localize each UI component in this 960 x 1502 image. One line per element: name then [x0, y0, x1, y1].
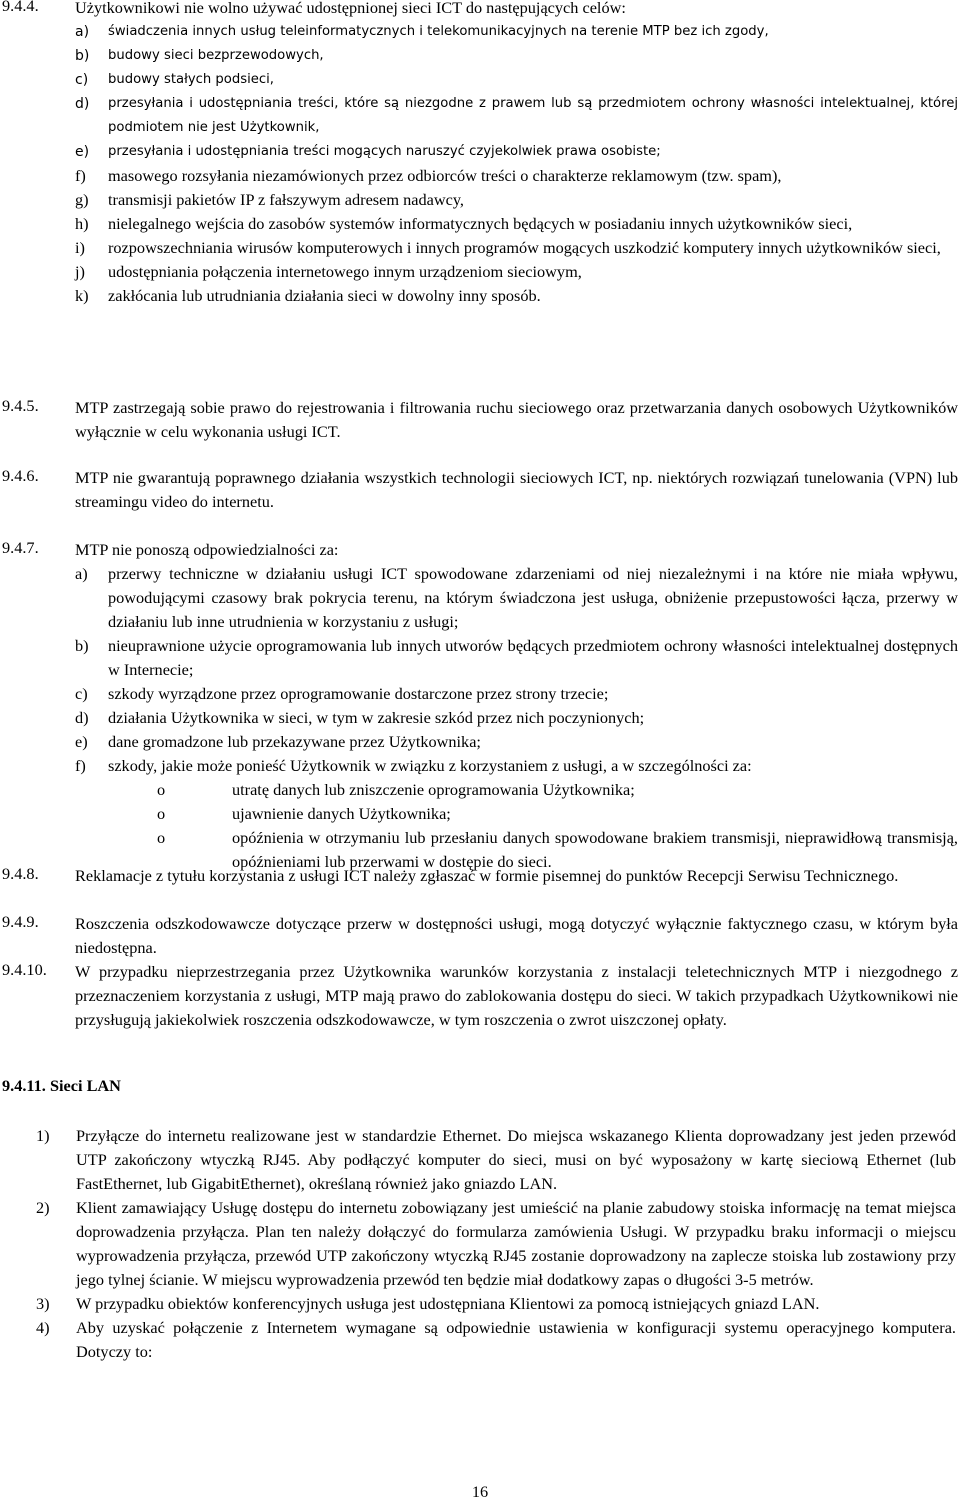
list-item: c) budowy stałych podsieci, [75, 72, 274, 88]
prohibited-uses-list [75, 20, 958, 164]
lan-section-list [36, 1124, 956, 1364]
list-item: f) szkody, jakie może ponieść Użytkownik w związku z korzystaniem z usługi, a w szczególności za: [75, 756, 752, 775]
section-number: 9.4.9. [2, 912, 39, 931]
section-number: 9.4.4. [2, 0, 39, 15]
section-9-4-9 [0, 912, 958, 960]
liability-exclusions-list [75, 562, 958, 778]
list-item: h) nielegalnego wejścia do zasobów systemów informatycznych będących w posiadaniu innych użytkowników sieci, [75, 214, 853, 233]
list-item: a) przerwy techniczne w działaniu usługi ICT spowodowane zdarzeniami od niej niezależnymi i na które nie miała wpływu, powodującymi czasowy brak pokrycia terenu, na którym świadczona jest usługa, obniżenie przepustowości łącza, przerwy w działaniu lub inne utrudnienia w korzystaniu z usługi; [75, 564, 958, 631]
list-item: e) przesyłania i udostępniania treści mogących naruszyć czyjekolwiek prawa osobiste; [75, 144, 661, 160]
section-number: 9.4.8. [2, 864, 39, 883]
section-text: MTP nie gwarantują poprawnego działania wszystkich technologii sieciowych ICT, np. niektórych rozwiązań tunelowania (VPN) lub streamingu video do internetu. [75, 468, 958, 511]
list-item: 4) Aby uzyskać połączenie z Internetem wymagane są odpowiednie ustawienia w konfiguracji systemu operacyjnego komputera. Dotyczy to: [36, 1318, 956, 1361]
list-item: a) świadczenia innych usług teleinformatycznych i telekomunikacyjnych na terenie MTP bez ich zgody, [75, 24, 769, 40]
section-number: 9.4.7. [2, 538, 39, 557]
list-item: d) działania Użytkownika w sieci, w tym w zakresie szkód przez nich poczynionych; [75, 708, 645, 727]
list-item: c) szkody wyrządzone przez oprogramowanie dostarczone przez strony trzecie; [75, 684, 609, 703]
lan-items [36, 1124, 956, 1364]
section-9-4-4 [0, 0, 958, 308]
damages-sublist [75, 778, 958, 874]
sublist-item: o opóźnienia w otrzymaniu lub przesłaniu danych spowodowane brakiem transmisji, nieprawidłową transmisją, opóźnieniami lub przerwami w dostępie do sieci. [157, 828, 958, 871]
list-item: b) nieuprawnione użycie oprogramowania lub innych utworów będących przedmiotem ochrony własności intelektualnej dostępnych w Internecie; [75, 636, 958, 679]
prohibited-uses-list-continued [75, 164, 958, 308]
section-9-4-7 [0, 538, 958, 874]
section-text: W przypadku nieprzestrzegania przez Użytkownika warunków korzystania z instalacji teletechnicznych MTP i niezgodnego z przeznaczeniem korzystania z usługi, MTP mają prawo do zablokowania dostępu do sieci. W takich przypadkach Użytkownikowi nie przysługują jakiekolwiek roszczenia odszkodowawcze, w tym roszczenia o zwrot uiszczonej opłaty. [75, 962, 958, 1029]
list-item: k) zakłócania lub utrudniania działania sieci w dowolny inny sposób. [75, 286, 541, 305]
list-item: i) rozpowszechniania wirusów komputerowych i innych programów mogących uszkodzić komputery innych użytkowników sieci, [75, 238, 941, 257]
list-item: d) przesyłania i udostępniania treści, które są niezgodne z prawem lub są przedmiotem ochrony własności intelektualnej, której podmiotem nie jest Użytkownik, [75, 96, 958, 135]
list-item: 2) Klient zamawiający Usługę dostępu do internetu zobowiązany jest umieścić na planie zabudowy stoiska informację na temat miejsca doprowadzenia przyłącza. Plan ten należy dołączyć do formularza zamówienia Usługi. W przypadku braku informacji o miejscu wyprowadzenia przyłącza, przewód UTP zakończony wtyczką RJ45 zostanie doprowadzony na zaplecze stoiska lub zostawiony przy jego tylnej ścianie. W miejscu wyprowadzenia przewód ten będzie miał dodatkowy zapas o długości 3-5 metrów. [36, 1198, 956, 1289]
list-item: e) dane gromadzone lub przekazywane przez Użytkownika; [75, 732, 481, 751]
list-item: 3) W przypadku obiektów konferencyjnych usługa jest udostępniana Klientowi za pomocą istniejących gniazd LAN. [36, 1294, 820, 1313]
section-text: Roszczenia odszkodowawcze dotyczące przerw w dostępności usługi, mogą dotyczyć wyłącznie faktycznego czasu, w którym była niedostępna. [75, 914, 958, 957]
list-item: g) transmisji pakietów IP z fałszywym adresem nadawcy, [75, 190, 464, 209]
sublist-item: o ujawnienie danych Użytkownika; [157, 804, 451, 823]
list-item: 1) Przyłącze do internetu realizowane jest w standardzie Ethernet. Do miejsca wskazanego Klienta doprowadzany jest jeden przewód UTP zakończony wtyczką RJ45. Aby podłączyć komputer do sieci, musi on być wyposażony w kartę sieciową Ethernet (lub FastEthernet, lub GigabitEthernet), określaną również jako gniazdo LAN. [36, 1126, 956, 1193]
list-item: f) masowego rozsyłania niezamówionych przez odbiorców treści o charakterze reklamowym (tzw. spam), [75, 166, 782, 185]
section-text: Reklamacje z tytułu korzystania z usługi ICT należy zgłaszać w formie pisemnej do punktów Recepcji Serwisu Technicznego. [75, 866, 899, 885]
section-9-4-10 [0, 960, 958, 1032]
list-item: b) budowy sieci bezprzewodowych, [75, 48, 324, 64]
sublist-item: o utratę danych lub zniszczenie oprogramowania Użytkownika; [157, 780, 635, 799]
section-text: MTP zastrzegają sobie prawo do rejestrowania i filtrowania ruchu sieciowego oraz przetwarzania danych osobowych Użytkowników wyłącznie w celu wykonania usługi ICT. [75, 398, 958, 441]
section-intro: Użytkownikowi nie wolno używać udostępnionej sieci ICT do następujących celów: [75, 0, 626, 17]
section-number: 9.4.10. [2, 960, 47, 979]
section-9-4-6 [0, 466, 958, 514]
section-9-4-8 [0, 864, 958, 888]
list-item: j) udostępniania połączenia internetowego innym urządzeniom sieciowym, [75, 262, 582, 281]
section-intro: MTP nie ponoszą odpowiedzialności za: [75, 540, 339, 559]
section-9-4-5 [0, 396, 958, 444]
section-number: 9.4.5. [2, 396, 39, 415]
page-number: 16 [471, 1482, 489, 1501]
section-heading-lan: 9.4.11. Sieci LAN [2, 1076, 121, 1095]
section-number: 9.4.6. [2, 466, 39, 485]
